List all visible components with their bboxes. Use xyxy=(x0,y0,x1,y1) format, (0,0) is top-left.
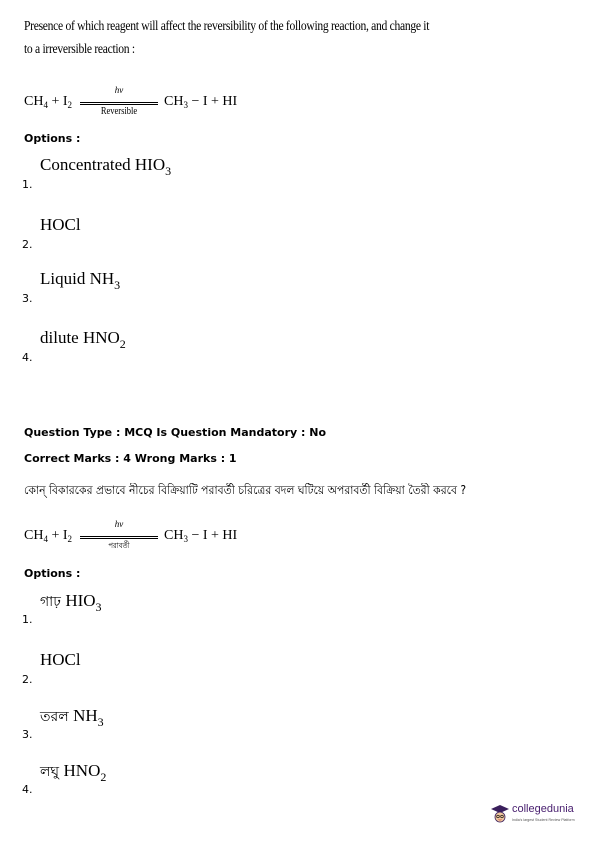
logo-tagline: India's largest Student Review Platform xyxy=(512,818,575,822)
bengali-question-text: কোন্ বিকারকের প্রভাবে নীচের বিক্রিয়াটি পরাবর্তী চরিত্রের বদল ঘটিয়ে অপরাবর্তী বিক্রিয়া তৈরী করবে ? xyxy=(24,483,467,497)
equation-products: $CH_3 - I$ + HI xyxy=(164,528,238,544)
marks-line: Correct Marks : 4 Wrong Marks : 1 xyxy=(24,452,237,465)
arrow-label: পরাবর্তী xyxy=(108,541,130,550)
graduation-cap-mascot-icon xyxy=(490,804,510,824)
collegedunia-logo xyxy=(490,800,586,830)
equation-products: $CH_3 - I$ + HI xyxy=(164,94,238,110)
bengali-reaction-equation xyxy=(24,520,284,554)
option-3[interactable]: 3. Liquid $NH_3$ xyxy=(22,269,121,305)
reaction-equation xyxy=(24,86,284,120)
question-type-line: Question Type : MCQ Is Question Mandatory : No xyxy=(24,426,327,439)
arrow-label: Reversible xyxy=(100,106,138,117)
equilibrium-arrow xyxy=(80,520,158,554)
bengali-option-1[interactable]: 1. গাঢ় $HIO_3$ xyxy=(22,591,102,626)
option-4[interactable]: 4. dilute $HNO_2$ xyxy=(22,328,126,364)
option-2[interactable]: 2. HOCl xyxy=(22,215,81,251)
question-text-line1: Presence of which reagent will affect the reversibility of the following reaction, and change it xyxy=(24,18,430,33)
equilibrium-arrow xyxy=(80,86,158,120)
question-text-line2: to a irreversible reaction : xyxy=(24,41,135,56)
options-label: Options : xyxy=(24,132,81,145)
arrow-condition: hν xyxy=(114,85,124,95)
equation-reactants: $CH_4 + I_2$ xyxy=(24,528,73,544)
bengali-option-4[interactable]: 4. লঘু $HNO_2$ xyxy=(22,761,107,796)
bengali-options-label: Options : xyxy=(24,567,81,580)
option-1[interactable]: 1. Concentrated $HIO_3$ xyxy=(22,155,172,191)
arrow-condition: hν xyxy=(114,519,124,529)
equation-reactants: $CH_4 + I_2$ xyxy=(24,94,73,110)
bengali-option-3[interactable]: 3. তরল $NH_3$ xyxy=(22,706,104,741)
logo-name: collegedunia xyxy=(512,803,574,815)
bengali-option-2[interactable]: 2. HOCl xyxy=(22,650,81,686)
